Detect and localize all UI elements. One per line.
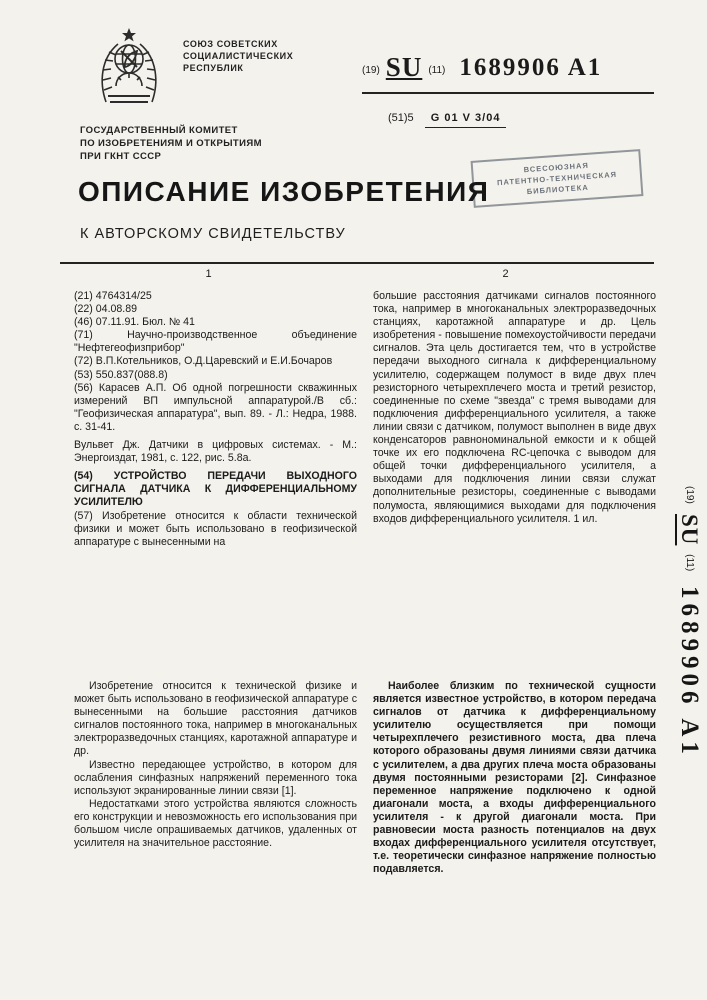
abstract-text-right: большие расстояния датчиками сигналов постоянного тока, например в многоканальных электроразведочных станциях, каротажной аппаратуре и др. Цель изобретения - повышение помехоустойчивости передачи сигналов. Эта цель достигается тем, что в устройстве передачи выходного сигнала к дифференциальному усилителю, содержащем полумост в виде двух плеч резисторного четырехплечего моста и третий резистор, соединенные по схеме "звезда" с тремя выводами для подключения дифференциального усилителя, а также линии связи с датчиком, полумост выполнен в виде двух конденсаторов равнономинальной емкости и к общей точке их его подключена RC-цепочка с выводом для общей точки дифференциального усилителя, а выходами для подключения линии связи служат дополнительные резисторы, соединенные с выводами полумоста, являющимися выходами для подключения входов дифференциального усилителя. 1 ил. xyxy=(373,290,656,525)
body-paragraph: Известно передающее устройство, в котором для ослабления синфазных напряжений переменного тока используют экранированные линии связи [1]. xyxy=(74,758,357,797)
ipc-classification xyxy=(388,112,506,124)
column-numbers xyxy=(60,268,654,280)
library-stamp: ВСЕСОЮЗНАЯ ПАТЕНТНО-ТЕХНИЧЕСКАЯ БИБЛИОТЕКА xyxy=(471,149,644,208)
column-number-left: 1 xyxy=(205,268,212,280)
kind-code-label: (19) xyxy=(362,65,380,76)
description-right-column xyxy=(373,680,656,876)
invention-title: (54) УСТРОЙСТВО ПЕРЕДАЧИ ВЫХОДНОГО СИГНАЛА ДАТЧИКА К ДИФФЕРЕНЦИАЛЬНОМУ УСИЛИТЕЛЮ xyxy=(74,470,357,509)
margin-kind-code-label: (19) xyxy=(684,486,695,504)
body-paragraph: Изобретение относится к технической физике и может быть использовано в геофизической аппаратуре с вынесенными на большие расстояния датчиков сигналов постоянного тока, например в многоканальных электроразведочных станциях, каротажной аппаратуре и др. xyxy=(74,680,357,758)
ipc-label: (51)5 xyxy=(388,112,414,124)
abstract-text-left: (57) Изобретение относится к области технической физики и может быть использовано в геофизической аппаратуре с вынесенными на xyxy=(74,509,357,548)
column-number-right: 2 xyxy=(502,268,509,280)
header-divider xyxy=(60,262,654,264)
biblio-entry: (21) 4764314/25 xyxy=(74,290,152,302)
biblio-entry: (71) Научно-производственное объединение "Нефтегеофизприбор" xyxy=(74,329,357,355)
margin-pub-number-label: (11) xyxy=(684,554,695,572)
biblio-entry: (22) 04.08.89 xyxy=(74,303,138,316)
body-paragraph: Недостатками этого устройства являются сложность его конструкции и невозможность его использования при большом числе опрашиваемых датчиков, удаленных от усилителя на значительное расстояние. xyxy=(74,797,357,850)
biblio-entry: (72) В.П.Котельников, О.Д.Царевский и Е.И.Бочаров xyxy=(74,355,333,368)
abstract-left-column xyxy=(74,290,357,549)
country-code: SU xyxy=(385,52,423,82)
biblio-entry: (46) 07.11.91. Бюл. № 41 xyxy=(74,316,195,329)
description-section xyxy=(74,680,656,876)
document-title: ОПИСАНИЕ ИЗОБРЕТЕНИЯ xyxy=(78,176,490,207)
biblio-entry: Вульвет Дж. Датчики в цифровых системах. - М.: Энергоиздат, 1981, с. 122, рис. 5.8а. xyxy=(74,439,357,465)
biblio-entry: (53) 550.837(088.8) xyxy=(74,368,168,381)
body-paragraph: Наиболее близким по технической сущности является известное устройство, в котором передача сигналов от датчика к дифференциальному усилителю осуществляется при помощи четырехплечего резистивного моста, два плеча которого образованы двумя линиями связи датчика с усилителем, а два других плеча моста образованы двумя постоянными резисторами [2]. Синфазное переменное напряжение подключено к одной диагонали моста, а входы дифференциального усилителя - к другой диагонали моста. При равновесии моста разность потенциалов на двух входах дифференциального усилителя отсутствует, т.е. теоретически синфазное напряжение полностью подавляется. xyxy=(373,680,656,876)
abstract-section xyxy=(74,290,656,549)
ussr-emblem-icon xyxy=(94,26,164,110)
abstract-right-column xyxy=(373,290,656,549)
ipc-code: G 01 V 3/04 xyxy=(425,112,507,128)
biblio-entry: (56) Карасев А.П. Об одной погрешности скважинных измерений ВП импульсной аппаратурой./В сб.: "Геофизическая аппаратура", вып. 89. - Л.: Недра, 1988. с. 31-41. xyxy=(74,381,357,433)
pub-number: 1689906 A1 xyxy=(459,54,603,81)
margin-pub-number: 1689906 A1 xyxy=(676,585,703,759)
margin-country-code: SU xyxy=(677,514,702,546)
state-committee: ГОСУДАРСТВЕННЫЙ КОМИТЕТ ПО ИЗОБРЕТЕНИЯМ И ОТКРЫТИЯМ ПРИ ГКНТ СССР xyxy=(80,125,262,162)
publication-number-block xyxy=(362,54,654,94)
country-name: СОЮЗ СОВЕТСКИХ СОЦИАЛИСТИЧЕСКИХ РЕСПУБЛИК xyxy=(183,39,294,73)
document-subtitle: К АВТОРСКОМУ СВИДЕТЕЛЬСТВУ xyxy=(80,226,346,242)
description-left-column xyxy=(74,680,357,876)
margin-publication-number xyxy=(675,486,703,759)
pub-number-label: (11) xyxy=(428,65,446,76)
